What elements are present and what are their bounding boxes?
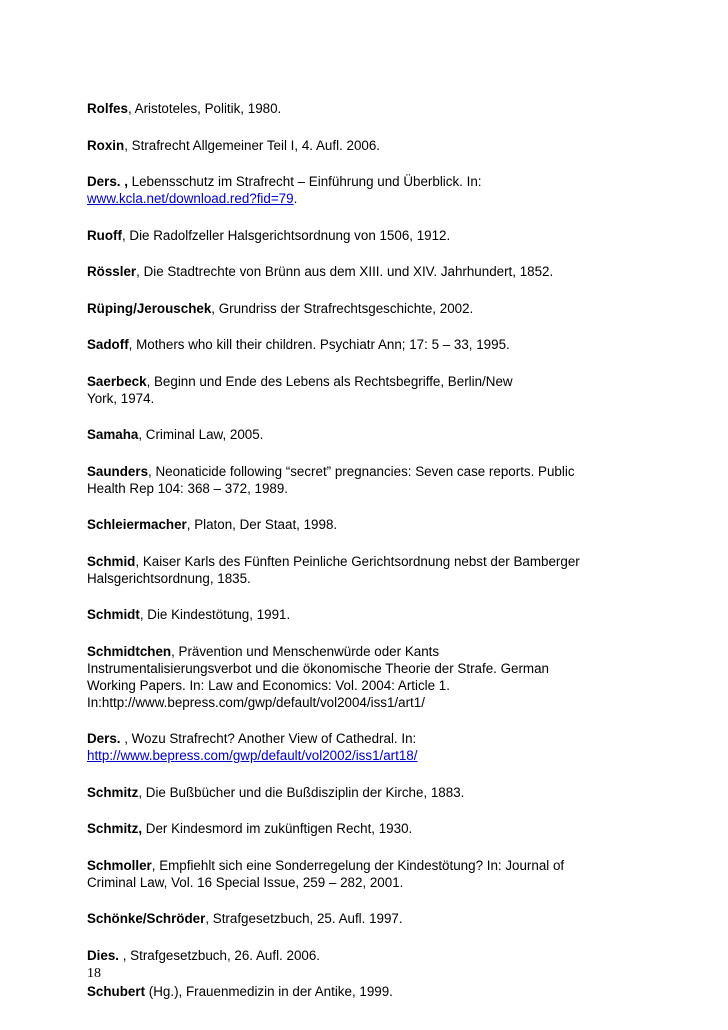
bibliography-entry bbox=[87, 263, 687, 280]
entry-author: Samaha bbox=[87, 427, 139, 442]
entry-text-line-4: In:http://www.bepress.com/gwp/default/vol2004/iss1/art1/ bbox=[87, 694, 425, 710]
entry-text: , Die Stadtrechte von Brünn aus dem XIII. und XIV. Jahrhundert, 1852. bbox=[136, 264, 554, 279]
entry-text-after-link: . bbox=[293, 191, 298, 206]
bibliography-entry bbox=[87, 100, 687, 117]
entry-author: Ders. bbox=[87, 731, 121, 746]
entry-text: , Die Kindestötung, 1991. bbox=[139, 607, 291, 622]
entry-author: Dies. bbox=[87, 947, 120, 963]
entry-author: Saunders bbox=[87, 463, 149, 479]
bibliography-entry bbox=[87, 137, 687, 154]
entry-text: , Kaiser Karls des Fünften Peinliche Gerichtsordnung nebst der Bamberger bbox=[135, 553, 580, 569]
entry-text: , Strafgesetzbuch, 25. Aufl. 1997. bbox=[205, 911, 403, 926]
entry-text-line-2: Halsgerichtsordnung, 1835. bbox=[87, 570, 251, 586]
bibliography-list bbox=[87, 100, 687, 1020]
entry-link[interactable]: http://www.bepress.com/gwp/default/vol2002/iss1/art18/ bbox=[87, 748, 418, 763]
entry-author: Schmidt bbox=[87, 607, 140, 622]
entry-author: Ders. , bbox=[87, 174, 128, 189]
entry-text: , Wozu Strafrecht? Another View of Cathedral. In: bbox=[120, 731, 417, 746]
entry-author: Roxin bbox=[87, 137, 125, 153]
bibliography-entry bbox=[87, 910, 687, 927]
entry-author: Schmitz bbox=[87, 784, 139, 800]
entry-text-line-2: Health Rep 104: 368 – 372, 1989. bbox=[87, 480, 289, 496]
entry-text: , Prävention und Menschenwürde oder Kants bbox=[171, 643, 440, 659]
entry-text: , Criminal Law, 2005. bbox=[138, 427, 264, 442]
entry-text: Der Kindesmord im zukünftigen Recht, 1930. bbox=[142, 821, 413, 836]
entry-link[interactable]: www.kcla.net/download.red?fid=79 bbox=[87, 191, 294, 206]
page-number: 18 bbox=[87, 966, 101, 981]
entry-text: , Neonaticide following “secret” pregnancies: Seven case reports. Public bbox=[148, 463, 575, 479]
bibliography-entry bbox=[87, 516, 687, 533]
bibliography-entry bbox=[87, 553, 687, 587]
entry-author: Schubert bbox=[87, 984, 146, 999]
entry-author: Rolfes bbox=[87, 101, 128, 116]
bibliography-entry bbox=[87, 426, 687, 443]
entry-text: (Hg.), Frauenmedizin in der Antike, 1999. bbox=[145, 984, 393, 999]
entry-text: , Grundriss der Strafrechtsgeschichte, 2002. bbox=[211, 300, 474, 316]
entry-author: Schmoller bbox=[87, 857, 152, 873]
entry-text-line-3: Working Papers. In: Law and Economics: Vol. 2004: Article 1. bbox=[87, 677, 450, 693]
bibliography-entry bbox=[87, 227, 687, 244]
entry-text: , Beginn und Ende des Lebens als Rechtsbegriffe, Berlin/New bbox=[146, 373, 513, 389]
bibliography-entry bbox=[87, 606, 687, 623]
entry-author: Schmid bbox=[87, 553, 136, 569]
entry-text: , Strafrecht Allgemeiner Teil I, 4. Aufl. 2006. bbox=[124, 137, 381, 153]
entry-text-line-2: Criminal Law, Vol. 16 Special Issue, 259 – 282, 2001. bbox=[87, 874, 404, 890]
bibliography-entry bbox=[87, 947, 687, 964]
bibliography-entry bbox=[87, 730, 687, 764]
bibliography-entry bbox=[87, 173, 687, 207]
bibliography-entry bbox=[87, 373, 687, 407]
bibliography-entry bbox=[87, 983, 687, 1000]
entry-author: Saerbeck bbox=[87, 373, 147, 389]
entry-text-line-2: Instrumentalisierungsverbot und die ökonomische Theorie der Strafe. German bbox=[87, 660, 549, 676]
bibliography-entry bbox=[87, 336, 687, 353]
entry-author: Sadoff bbox=[87, 337, 129, 352]
entry-text: , Mothers who kill their children. Psychiatr Ann; 17: 5 – 33, 1995. bbox=[128, 337, 510, 352]
entry-text: , Aristoteles, Politik, 1980. bbox=[127, 101, 282, 116]
entry-text-line-2: York, 1974. bbox=[87, 390, 155, 406]
bibliography-entry bbox=[87, 820, 687, 837]
entry-author: Rüping/Jerouschek bbox=[87, 300, 212, 316]
entry-text: , Strafgesetzbuch, 26. Aufl. 2006. bbox=[119, 947, 321, 963]
entry-author: Schmidtchen bbox=[87, 643, 172, 659]
entry-text: , Platon, Der Staat, 1998. bbox=[186, 517, 338, 532]
entry-text: , Die Radolfzeller Halsgerichtsordnung von 1506, 1912. bbox=[121, 227, 451, 243]
bibliography-entry bbox=[87, 300, 687, 317]
entry-author: Schönke/Schröder bbox=[87, 911, 206, 926]
entry-author: Ruoff bbox=[87, 227, 122, 243]
entry-text: Lebensschutz im Strafrecht – Einführung und Überblick. In: bbox=[127, 174, 482, 189]
entry-author: Schmitz, bbox=[87, 821, 143, 836]
entry-author: Schleiermacher bbox=[87, 517, 187, 532]
entry-text: , Die Bußbücher und die Bußdisziplin der Kirche, 1883. bbox=[138, 784, 465, 800]
bibliography-entry bbox=[87, 857, 687, 891]
bibliography-entry bbox=[87, 784, 687, 801]
bibliography-entry bbox=[87, 643, 687, 711]
bibliography-entry bbox=[87, 463, 687, 497]
entry-author: Rössler bbox=[87, 264, 137, 279]
entry-text: , Empfiehlt sich eine Sonderregelung der Kindestötung? In: Journal of bbox=[151, 857, 565, 873]
